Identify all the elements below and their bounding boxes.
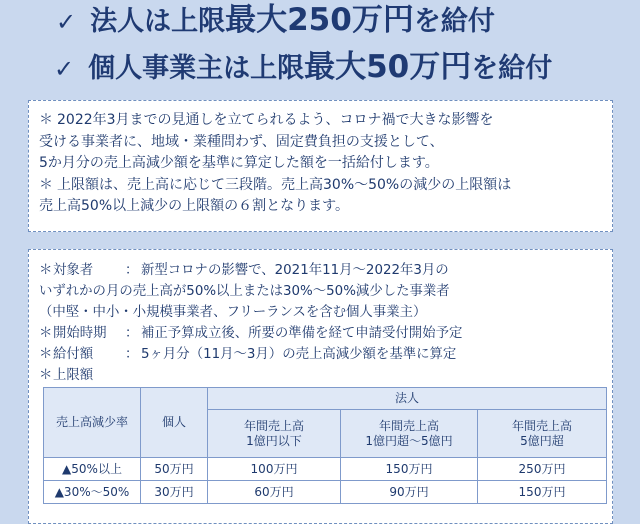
header-corporate: 法人	[208, 388, 607, 410]
headline-text: 法人は上限	[90, 6, 226, 37]
cell-corporate: 250万円	[478, 458, 607, 481]
notes-box	[28, 100, 613, 232]
headline-text: 個人事業主は上限	[88, 53, 305, 84]
target-label: 対象者	[53, 263, 94, 278]
header-sales-tier: 年間売上高 1億円超～5億円	[341, 410, 478, 458]
note-line: 売上高50%以上減少の上限額の６割となります。	[39, 198, 349, 214]
target-value: 新型コロナの影響で、2021年11月～2022年3月の	[141, 263, 449, 278]
cell-corporate: 150万円	[341, 458, 478, 481]
start-label: 開始時期	[53, 326, 107, 341]
start-value: 補正予算成立後、所要の準備を経て申請受付開始予定	[141, 326, 463, 341]
cell-corporate: 100万円	[208, 458, 341, 481]
target-row: ＊対象者 ： 新型コロナの影響で、2021年11月～2022年3月の	[39, 260, 602, 281]
table-row	[44, 481, 607, 504]
cell-rate: ▲50%以上	[44, 458, 141, 481]
limit-row	[39, 365, 602, 386]
note-line: 受ける事業者に、地域・業種問わず、固定費負担の支援として、	[39, 133, 444, 150]
start-row: ＊開始時期 ： 補正予算成立後、所要の準備を経て申請受付開始予定	[39, 323, 602, 344]
target-value: （中堅・中小・小規模事業者、フリーランスを含む個人事業主）	[39, 305, 427, 320]
cell-corporate: 90万円	[341, 481, 478, 504]
cell-rate: ▲30%～50%	[44, 481, 141, 504]
header-sales-tier: 年間売上高 5億円超	[478, 410, 607, 458]
headline-corporate	[56, 0, 640, 39]
asterisk-icon: ＊	[39, 112, 53, 128]
amount-value: 5ヶ月分（11月～3月）の売上高減少額を基準に算定	[141, 347, 457, 362]
header-rate: 売上高減少率	[44, 388, 141, 458]
asterisk-icon: ＊	[39, 176, 53, 193]
note-line: 5か月分の売上高減少額を基準に算定した額を一括給付します。	[39, 155, 439, 171]
asterisk-icon: ＊	[39, 347, 53, 362]
details-box	[28, 249, 613, 524]
cell-corporate: 150万円	[478, 481, 607, 504]
asterisk-icon: ＊	[39, 326, 53, 341]
cell-individual: 50万円	[141, 458, 208, 481]
cell-corporate: 60万円	[208, 481, 341, 504]
limit-table	[43, 387, 607, 504]
note-line: ＊ 2022年3月までの見通しを立てられるよう、コロナ禍で大きな影響を	[39, 110, 602, 132]
headline-individual	[54, 41, 640, 86]
target-value: いずれかの月の売上高が50%以上または30%～50%減少した事業者	[39, 284, 450, 299]
note-line: ＊ 上限額は、売上高に応じて三段階。売上高30%～50%の減少の上限額は	[39, 175, 602, 197]
asterisk-icon: ＊	[39, 368, 53, 383]
amount-label: 給付額	[53, 347, 94, 362]
headline-amount: 最大250万円	[225, 2, 414, 38]
header-sales-tier: 年間売上高 1億円以下	[208, 410, 341, 458]
check-icon: ✓	[56, 8, 77, 36]
check-icon: ✓	[54, 55, 75, 83]
headline-amount: 最大50万円	[304, 49, 472, 85]
cell-individual: 30万円	[141, 481, 208, 504]
limit-label: 上限額	[53, 368, 94, 383]
header-individual: 個人	[141, 388, 208, 458]
headline-text: を給付	[413, 6, 495, 37]
headline-text: を給付	[471, 53, 553, 84]
table-row	[44, 458, 607, 481]
amount-row: ＊給付額 ： 5ヶ月分（11月～3月）の売上高減少額を基準に算定	[39, 344, 602, 365]
asterisk-icon: ＊	[39, 263, 53, 278]
